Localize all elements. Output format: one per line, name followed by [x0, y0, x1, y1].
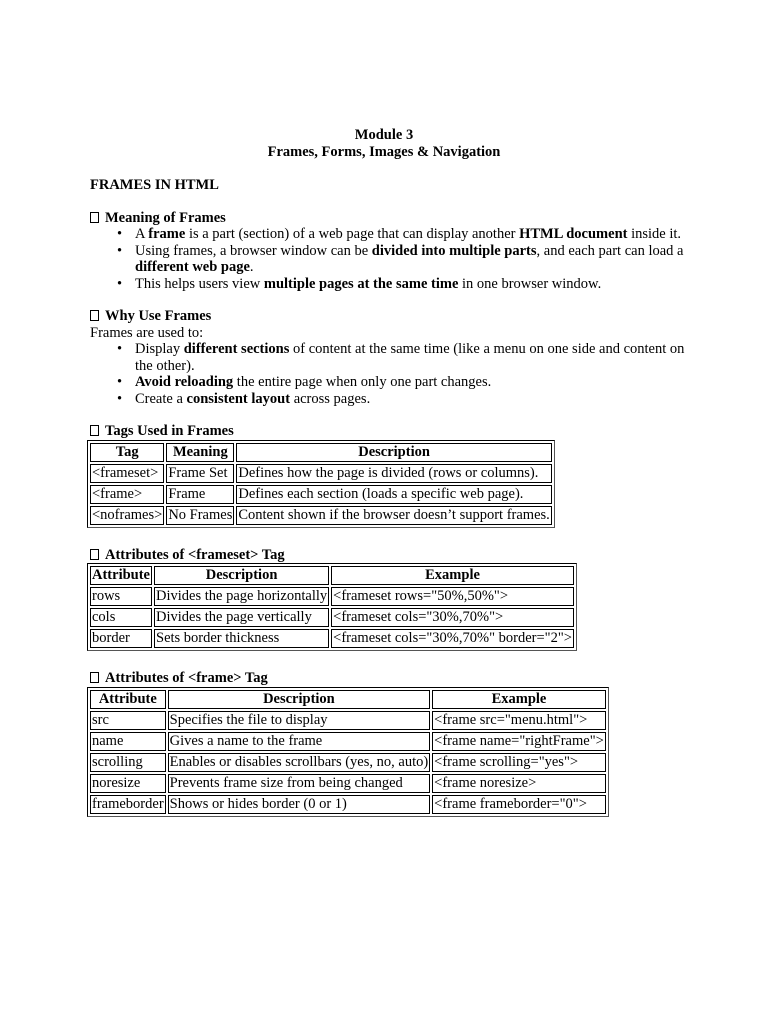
list-item: [135, 374, 690, 391]
table-cell: Sets border thickness: [154, 629, 329, 648]
bold-text: HTML document: [519, 226, 628, 242]
table-cell: <frame noresize>: [432, 774, 606, 793]
table-cell: Divides the page vertically: [154, 608, 329, 627]
column-header: Attribute: [90, 690, 166, 709]
module-heading: Module 3: [354, 127, 414, 143]
table-cell: Enables or disables scrollbars (yes, no, auto): [169, 753, 429, 770]
why-list: [90, 341, 690, 407]
bold-text: different sections: [183, 341, 290, 357]
table-cell: Divides the page horizontally: [156, 588, 328, 604]
text-run: is a part (section) of a web page that can display another: [185, 226, 520, 242]
list-item: [135, 226, 690, 243]
text-run: Create a: [135, 390, 187, 407]
meaning-heading: Meaning of Frames: [90, 210, 690, 227]
document-page: [90, 127, 690, 817]
frameset-attributes-table: [87, 563, 577, 651]
column-header: Description: [154, 566, 329, 585]
table-row: [90, 587, 574, 606]
table-cell: Defines each section (loads a specific web page).: [236, 485, 551, 504]
text-run: This helps users view: [135, 275, 264, 292]
text-run: the entire page when only one part changes.: [233, 374, 492, 390]
meaning-list: [90, 226, 690, 292]
table-cell: <noframes>: [92, 506, 163, 523]
table-row: [90, 774, 606, 793]
table-cell: <frameset>: [90, 464, 164, 483]
box-glyph-icon: [90, 310, 99, 321]
section-title: FRAMES IN HTML: [90, 177, 219, 193]
box-glyph-icon: [90, 672, 99, 683]
list-item: [135, 243, 690, 276]
frameset-table-heading: Attributes of <frameset> Tag: [90, 547, 690, 564]
table-header-row: [90, 566, 574, 585]
bold-text: frame: [148, 226, 186, 242]
table-cell: cols: [90, 608, 152, 627]
table-row: [90, 732, 606, 751]
table-cell: <frame name="rightFrame">: [434, 732, 604, 749]
table-cell: Frame Set: [166, 464, 234, 483]
list-item: [135, 341, 690, 374]
bold-text: different web page: [135, 259, 250, 275]
table-row: [90, 753, 606, 772]
list-item: [135, 276, 690, 293]
box-glyph-icon: [90, 212, 99, 223]
table-cell: Content shown if the browser doesn’t support frames.: [238, 506, 550, 523]
bold-text: Avoid reloading: [135, 374, 234, 390]
table-row: [90, 506, 552, 525]
module-subtitle: Frames, Forms, Images & Navigation: [267, 144, 501, 160]
text-run: .: [249, 259, 254, 275]
table-cell: <frame scrolling="yes">: [432, 753, 606, 772]
column-header: Example: [432, 690, 606, 709]
column-header: Tag: [90, 443, 164, 462]
column-header: Attribute: [92, 567, 150, 583]
column-header: Description: [236, 443, 551, 462]
bold-text: consistent layout: [186, 390, 291, 407]
table-cell: <frame frameborder="0">: [432, 795, 606, 814]
table-cell: name: [90, 732, 166, 751]
document-title: [90, 127, 678, 161]
table-cell: Gives a name to the frame: [168, 732, 431, 751]
table-cell: <frame>: [90, 485, 164, 504]
text-run: across pages.: [290, 390, 371, 407]
table-cell: scrolling: [90, 753, 166, 772]
table-cell: Defines how the page is divided (rows or columns).: [236, 464, 551, 483]
table-cell: frameborder: [92, 795, 164, 812]
table-cell: Frame: [166, 485, 234, 504]
text-run: in one browser window.: [458, 275, 602, 292]
table-row: [90, 711, 606, 730]
text-run: A: [135, 226, 149, 242]
tags-table: [87, 440, 555, 528]
column-header: Meaning: [166, 443, 234, 462]
table-cell: src: [90, 711, 166, 730]
text-run: Display: [135, 341, 184, 357]
table-row: [90, 795, 606, 814]
why-intro: Frames are used to:: [90, 324, 204, 341]
text-run: of content at the same time (like a menu on one side and content on the other).: [135, 341, 685, 374]
bold-text: multiple pages at the same time: [263, 275, 459, 292]
table-cell: noresize: [90, 774, 166, 793]
box-glyph-icon: [90, 425, 99, 436]
text-run: Using frames, a browser window can be: [135, 242, 372, 259]
table-cell: Specifies the file to display: [168, 711, 431, 730]
table-cell: Prevents frame size from being changed: [168, 774, 431, 793]
table-row: [90, 629, 574, 648]
table-cell: Shows or hides border (0 or 1): [168, 795, 431, 814]
why-heading: Why Use Frames: [90, 308, 690, 325]
table-row: [90, 485, 552, 504]
frame-table-heading: Attributes of <frame> Tag: [90, 670, 690, 687]
list-item: [135, 391, 690, 408]
table-row: [90, 464, 552, 483]
column-header: Example: [331, 566, 574, 585]
table-cell: <frame src="menu.html">: [432, 711, 606, 730]
table-cell: rows: [90, 587, 152, 606]
table-header-row: [90, 443, 552, 462]
text-run: , and each part can load a: [536, 242, 684, 259]
bold-text: divided into multiple parts: [371, 242, 537, 259]
table-cell: <frameset cols="30%,70%">: [331, 608, 574, 627]
table-cell: border: [90, 629, 152, 648]
table-row: [90, 608, 574, 627]
frame-attributes-table: [87, 687, 609, 817]
box-glyph-icon: [90, 549, 99, 560]
tags-table-heading: Tags Used in Frames: [90, 423, 690, 440]
text-run: inside it.: [627, 226, 682, 242]
table-cell: <frameset cols="30%,70%" border="2">: [333, 630, 572, 646]
table-header-row: [90, 690, 606, 709]
table-cell: <frameset rows="50%,50%">: [331, 587, 574, 606]
table-cell: No Frames: [168, 506, 233, 523]
column-header: Description: [168, 690, 431, 709]
